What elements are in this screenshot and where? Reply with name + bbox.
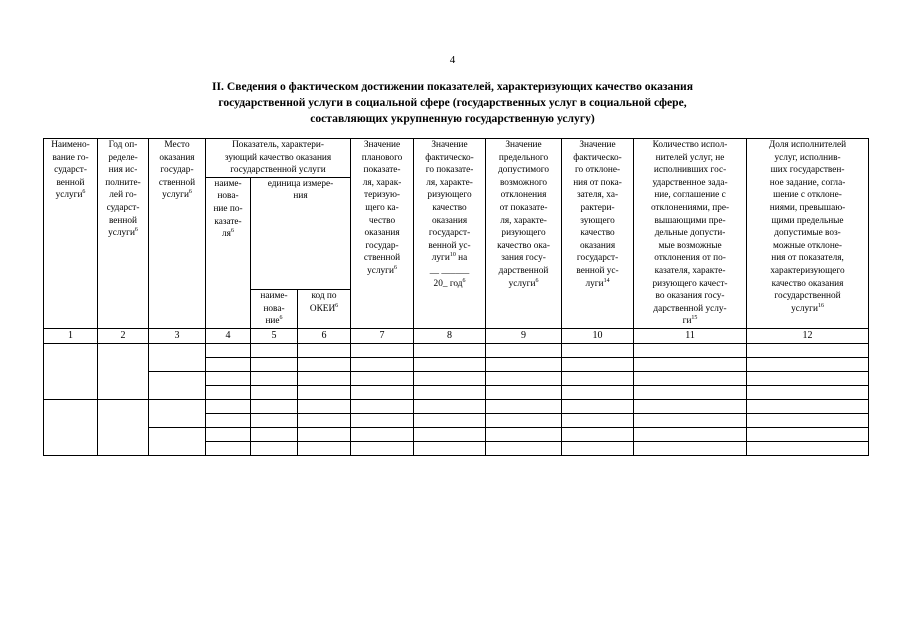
footnote-ref: 6 [393,264,397,271]
header-line: зателя, ха- [577,190,619,201]
header-line: венной ус- [428,240,471,251]
header-line: нова- [263,303,285,314]
header-line: нова- [217,191,239,202]
table-cell [562,413,634,427]
header-line: оказания [579,240,616,251]
header-line: ризующего качест- [652,278,728,289]
header-line: ля, характе- [500,215,547,226]
header-line: государ- [160,165,194,176]
header-line: Значение [431,140,468,150]
header-unit-name [251,290,298,329]
header-line: зующего [580,215,615,226]
header-line: вание го- [52,152,89,163]
header-line: венной [56,177,85,188]
header-line: возможного [499,177,548,188]
table-cell [149,371,206,399]
footnote-ref: 6 [335,302,339,309]
header-line: сударст- [106,202,140,213]
header-line: венной [108,215,138,226]
header-line: ние по- [213,203,243,214]
table-cell [486,413,562,427]
table-row [44,371,869,385]
table-row [44,399,869,413]
header-actual-value [414,139,486,329]
header-line: государст- [428,228,471,239]
header-line: услуги$^6$ [108,227,138,239]
table-cell [562,399,634,413]
header-line: венной ус- [576,265,619,276]
table-cell [634,441,747,455]
table-cell [562,385,634,399]
table-cell [298,399,351,413]
header-line: качество [432,202,467,213]
table-cell [351,385,414,399]
header-line: государственной [774,291,841,302]
footnote-ref: 14 [603,277,610,284]
header-line: отклонениями, пре- [650,202,730,213]
table-cell [298,371,351,385]
table-cell [98,343,149,399]
header-unit-code [298,290,351,329]
column-number: 5 [251,328,298,343]
table-cell [298,441,351,455]
header-line: услуги$^6$ [367,264,397,276]
table-cell [747,413,869,427]
header-line: ния от показателя, [771,253,844,264]
column-number: 4 [206,328,251,343]
header-line: шение с отклоне- [773,190,842,201]
header-line: лей го- [109,190,137,201]
table-cell [149,343,206,371]
section-title-line: составляющих укрупненную государственную услугу) [310,112,595,125]
table-cell [298,427,351,441]
table-cell [351,371,414,385]
table-cell [747,343,869,357]
header-line: Год оп- [108,140,138,150]
table-cell [251,357,298,371]
table-row [44,343,869,357]
table-cell [149,399,206,427]
header-line: ля, характе- [426,177,473,188]
header-line: код по [311,291,337,302]
table-cell [206,357,251,371]
header-line: показате- [363,165,401,176]
header-line: ударственное зада- [652,177,728,188]
page-number: 4 [449,54,456,66]
table-cell [251,413,298,427]
footnote-ref: 15 [691,315,698,322]
header-line: ризующего [427,190,472,201]
header-line: Значение [579,140,616,150]
header-line: можные отклоне- [773,240,843,251]
header-line: го отклоне- [574,165,621,176]
header-line: дельные допусти- [654,228,726,239]
table-cell [414,399,486,413]
table-cell [747,441,869,455]
table-cell [634,343,747,357]
header-line: во оказания госу- [655,291,725,302]
header-allowed-deviation [486,139,562,329]
header-line: ОКЕИ$^6$ [309,302,339,314]
header-line: зания госу- [501,253,546,264]
table-cell [351,427,414,441]
header-line: рактери- [580,202,615,213]
section-title-line: II. Сведения о фактическом достижении показателей, характеризующих качество оказания [212,80,693,93]
table-cell [251,427,298,441]
column-number: 6 [298,328,351,343]
header-line: характеризующего [770,265,845,276]
header-line: полните- [105,177,141,188]
table-cell [44,399,98,455]
indicators-table [43,138,869,456]
table-cell [351,399,414,413]
column-number: 10 [562,328,634,343]
table-cell [206,399,251,413]
header-line: отклонения от по- [654,253,726,264]
header-line: оказания [159,152,195,163]
table-cell [298,413,351,427]
table-cell [414,413,486,427]
section-title-line: государственной услуги в социальной сфере (государственных услуг в социальной сфере, [218,96,687,109]
header-line: Значение [363,140,401,150]
header-line: ственной [158,177,196,188]
header-line: теризую- [364,190,401,201]
header-line: ших государствен- [770,165,845,176]
header-line: Доля исполнителей [768,140,847,150]
footnote-ref: 6 [230,228,234,235]
header-line: качество оказания [771,278,844,289]
table-cell [747,357,869,371]
table-cell [351,441,414,455]
header-line: Место [164,140,190,150]
header-line: допустимого [498,165,549,176]
table-cell [562,371,634,385]
table-cell [634,427,747,441]
table-cell [747,371,869,385]
header-service-name [44,139,98,329]
header-line: планового [361,152,403,163]
header-line: ное задание, согла- [769,177,846,188]
header-line: услуги$^6$ [55,189,86,201]
header-line: от показате- [499,202,548,213]
table-cell [298,357,351,371]
table-cell [298,343,351,357]
table-cell [98,399,149,455]
header-line: Количество испол- [652,140,728,150]
column-number: 7 [351,328,414,343]
header-unit [251,177,351,289]
header-line: нителей услуг, не [655,152,725,163]
header-line: услуги$^{16}$ [791,302,824,314]
table-cell [747,385,869,399]
table-cell [149,427,206,455]
header-line: мые возможные [658,240,722,251]
header-line: качество ока- [497,240,550,251]
header-line: услуг, исполнив- [774,152,841,163]
header-line: ния от пока- [573,177,622,188]
header-line: дарственной услу- [653,303,727,314]
header-indicator [206,139,351,178]
header-line: ля, харак- [362,177,402,188]
table-cell [414,385,486,399]
footnote-ref: 6 [134,227,138,234]
header-planned-value [351,139,414,329]
footnote-ref: 6 [462,277,466,284]
table-cell [251,399,298,413]
header-line: вышающими пре- [654,215,726,226]
header-line: оказания [364,228,400,239]
header-line: государственной услуги [230,165,326,176]
header-line: наиме- [214,178,242,189]
column-numbers-row [44,328,869,343]
header-place [149,139,206,329]
header-line: предельного [498,152,549,163]
footnote-ref: 6 [188,189,192,196]
table-cell [562,343,634,357]
header-line: оказания [431,215,468,226]
header-line: Значение [505,140,542,150]
section-title [130,79,775,127]
table-cell [206,385,251,399]
table-cell [414,427,486,441]
column-number: 9 [486,328,562,343]
table-cell [562,357,634,371]
table-cell [634,371,747,385]
table-cell [206,427,251,441]
header-line: государ- [365,240,399,251]
table-cell [486,357,562,371]
header-line: государст- [576,253,619,264]
table-cell [414,371,486,385]
header-line: зующий качество оказания [224,152,332,163]
column-number: 3 [149,328,206,343]
header-line: ние, соглашение с [654,190,726,201]
column-number: 2 [98,328,149,343]
table-cell [634,413,747,427]
table-cell [251,441,298,455]
table-cell [251,343,298,357]
table-cell [351,343,414,357]
table-cell [486,399,562,413]
table-cell [351,357,414,371]
header-line: фактическо- [425,152,474,163]
column-number: 1 [44,328,98,343]
table-cell [351,413,414,427]
footnote-ref: 6 [279,315,283,322]
table-cell [251,385,298,399]
header-line: казате- [214,216,242,227]
column-number: 12 [747,328,869,343]
header-line: ственной [363,253,401,264]
header-line: допустимые воз- [774,228,841,239]
footnote-ref: 6 [535,277,539,284]
table-cell [298,385,351,399]
column-number: 11 [634,328,747,343]
table-row [44,427,869,441]
header-line: $ля^6$ [222,228,234,240]
table-cell [486,343,562,357]
header-line: Наимено- [51,140,90,150]
header-line: ределе- [108,152,138,163]
table-cell [251,371,298,385]
header-line: услуги$^6$ [508,277,539,289]
table-cell [486,385,562,399]
header-line: го показате- [425,165,474,176]
header-line: ния [293,191,308,202]
footnote-ref: 16 [817,302,824,309]
table-cell [634,399,747,413]
header-line: 20_ год$^6$ [433,277,466,289]
header-line: щими предельные [771,215,844,226]
header-indicator-name [206,177,251,328]
footnote-ref: 6 [82,189,86,196]
table-cell [206,343,251,357]
header-executors-count [634,139,747,329]
table-cell [206,371,251,385]
table-cell [747,427,869,441]
table-cell [206,441,251,455]
table-cell [747,399,869,413]
header-line: ния ис- [108,165,138,176]
header-line: отклонения [500,190,547,201]
header-line: качество [580,228,615,239]
header-line: сударст- [54,165,87,176]
footnote-ref: 10 [449,252,456,259]
header-line: единица измере- [267,178,334,189]
header-line: ниями, превышаю- [769,202,846,213]
header-actual-deviation [562,139,634,329]
header-line: услуги$^6$ [162,189,192,201]
column-number: 8 [414,328,486,343]
table-cell [44,343,98,399]
table-cell [486,427,562,441]
table-cell [486,371,562,385]
table-cell [634,385,747,399]
header-line: казателя, характе- [654,265,726,276]
header-line: наиме- [260,291,288,302]
header-line: луги$^{14}$ [585,277,610,289]
header-line: ризующего [501,228,546,239]
table-cell [634,357,747,371]
header-line: дарственной [498,265,549,276]
table-cell [486,441,562,455]
header-line: __ ______ [429,265,470,276]
header-line: ние$^6$ [265,315,283,327]
table-cell [414,441,486,455]
header-line: фактическо- [573,152,622,163]
header-line: чество [368,215,396,226]
table-cell [562,427,634,441]
table-cell [414,343,486,357]
table-cell [562,441,634,455]
header-executors-share [747,139,869,329]
header-year [98,139,149,329]
header-line: исполнивших гос- [653,165,727,176]
header-line: Показатель, характери- [232,140,324,150]
table-cell [414,357,486,371]
header-line: луги$^{10}$ на [431,252,468,264]
header-line: щего ка- [365,202,399,213]
header-line: $ги^{15}$ [682,315,698,327]
table-cell [206,413,251,427]
